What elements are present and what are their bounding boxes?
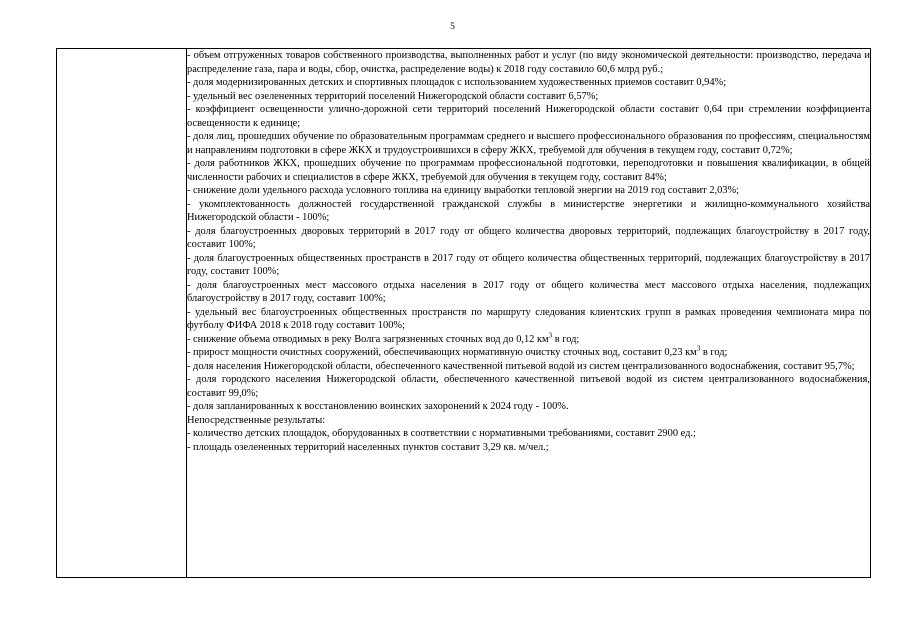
treatment-superscript: 3 — [696, 344, 701, 353]
paragraph-fifa-route: - удельный вес благоустроенных общественных пространств по маршруту следования клиентских групп в рамках проведения чемпионата мира по футболу ФИФА 2018 к 2018 году составит 100%; — [187, 306, 870, 331]
paragraph-public-spaces: - доля благоустроенных общественных пространств в 2017 году от общего количества общественных территорий, подлежащих благоустройству в 2017 году, составит 100%; — [187, 252, 870, 277]
paragraph-water-population: - доля населения Нижегородской области, обеспеченного качественной питьевой водой из систем централизованного водоснабжения, составит 95,7%; — [187, 360, 855, 372]
page-number: 5 — [450, 22, 455, 32]
paragraph-staffing: - укомплектованность должностей государственной гражданской службы в министерстве энергетики и жилищно-коммунального хозяйства Нижегородской области - 100%; — [187, 198, 870, 223]
wastewater-tail: в год; — [552, 333, 580, 345]
paragraph-recreation-places: - доля благоустроенных мест массового отдыха населения в 2017 году от общего количества мест массового отдыха населения, подлежащих благоустройству в 2017 году, составит 100%; — [187, 279, 870, 304]
paragraph-direct-results-heading: Непосредственные результаты: — [187, 414, 326, 426]
paragraph-shipped-goods: - объем отгруженных товаров собственного производства, выполненных работ и услуг (по виду экономической деятельности: производство, передача и распределение газа, пара и воды, сбор, очистка, распределение воды) к 2018 году составило 60,6 млрд руб.; — [187, 50, 870, 75]
paragraph-wastewater — [187, 333, 870, 347]
treatment-tail: в год; — [700, 347, 728, 358]
paragraph-treatment-capacity — [187, 346, 870, 360]
table-row — [57, 49, 871, 578]
paragraph-green-areas-share: - удельный вес озелененных территорий поселений Нижегородской области составит 6,57%; — [187, 90, 599, 102]
paragraph-education-share: - доля лиц, прошедших обучение по образовательным программам среднего и высшего профессионального образования по профессиям, специальностям и направлениям подготовки в сфере ЖКХ и трудоустроившихся в сферу ЖКХ, требуемой для обучения в текущем году, составит 0,72%; — [187, 131, 870, 156]
right-column-cell — [187, 49, 871, 578]
paragraph-fuel-reduction: - снижение доли удельного расхода условного топлива на единицу выработки тепловой энергии на 2019 год составит 2,03%; — [187, 185, 740, 196]
wastewater-superscript: 3 — [548, 331, 553, 340]
paragraph-green-area-per-capita: - площадь озелененных территорий населенных пунктов составит 3,29 кв. м/чел.; — [187, 441, 549, 453]
paragraph-playgrounds-modernized: - доля модернизированных детских и спортивных площадок с использованием художественных приемов составит 0,94%; — [187, 77, 727, 88]
paragraph-water-urban: - доля городского населения Нижегородской области, обеспеченного качественной питьевой водой из систем централизованного водоснабжения, составит 99,0%; — [187, 374, 870, 399]
paragraph-lighting-coefficient: - коэффициент освещенности улично-дорожной сети территорий поселений Нижегородской области составит 0,64 при стремлении коэффициента освещенности к единице; — [187, 104, 870, 129]
paragraph-war-graves: - доля запланированных к восстановлению воинских захоронений к 2024 году - 100%. — [187, 401, 569, 412]
document-table — [56, 48, 871, 578]
paragraph-training-share: - доля работников ЖКХ, прошедших обучение по программам профессиональной подготовки, переподготовки и повышения квалификации, в общей численности рабочих и специалистов в сфере ЖКХ, требуемой для обучения в текущем году, составит 84%; — [187, 158, 870, 183]
wastewater-text: - снижение объема отводимых в реку Волга загрязненных сточных вод до 0,12 км — [187, 333, 549, 345]
left-column-cell — [57, 49, 187, 578]
treatment-text: - прирост мощности очистных сооружений, обеспечивающих нормативную очистку сточных вод, составит 0,23 км — [187, 347, 697, 358]
paragraph-playgrounds-count: - количество детских площадок, оборудованных в соответствии с нормативными требованиями, составит 2900 ед.; — [187, 428, 696, 439]
paragraph-yards: - доля благоустроенных дворовых территорий в 2017 году от общего количества дворовых территорий, подлежащих благоустройству в 2017 году, составит 100%; — [187, 225, 870, 250]
